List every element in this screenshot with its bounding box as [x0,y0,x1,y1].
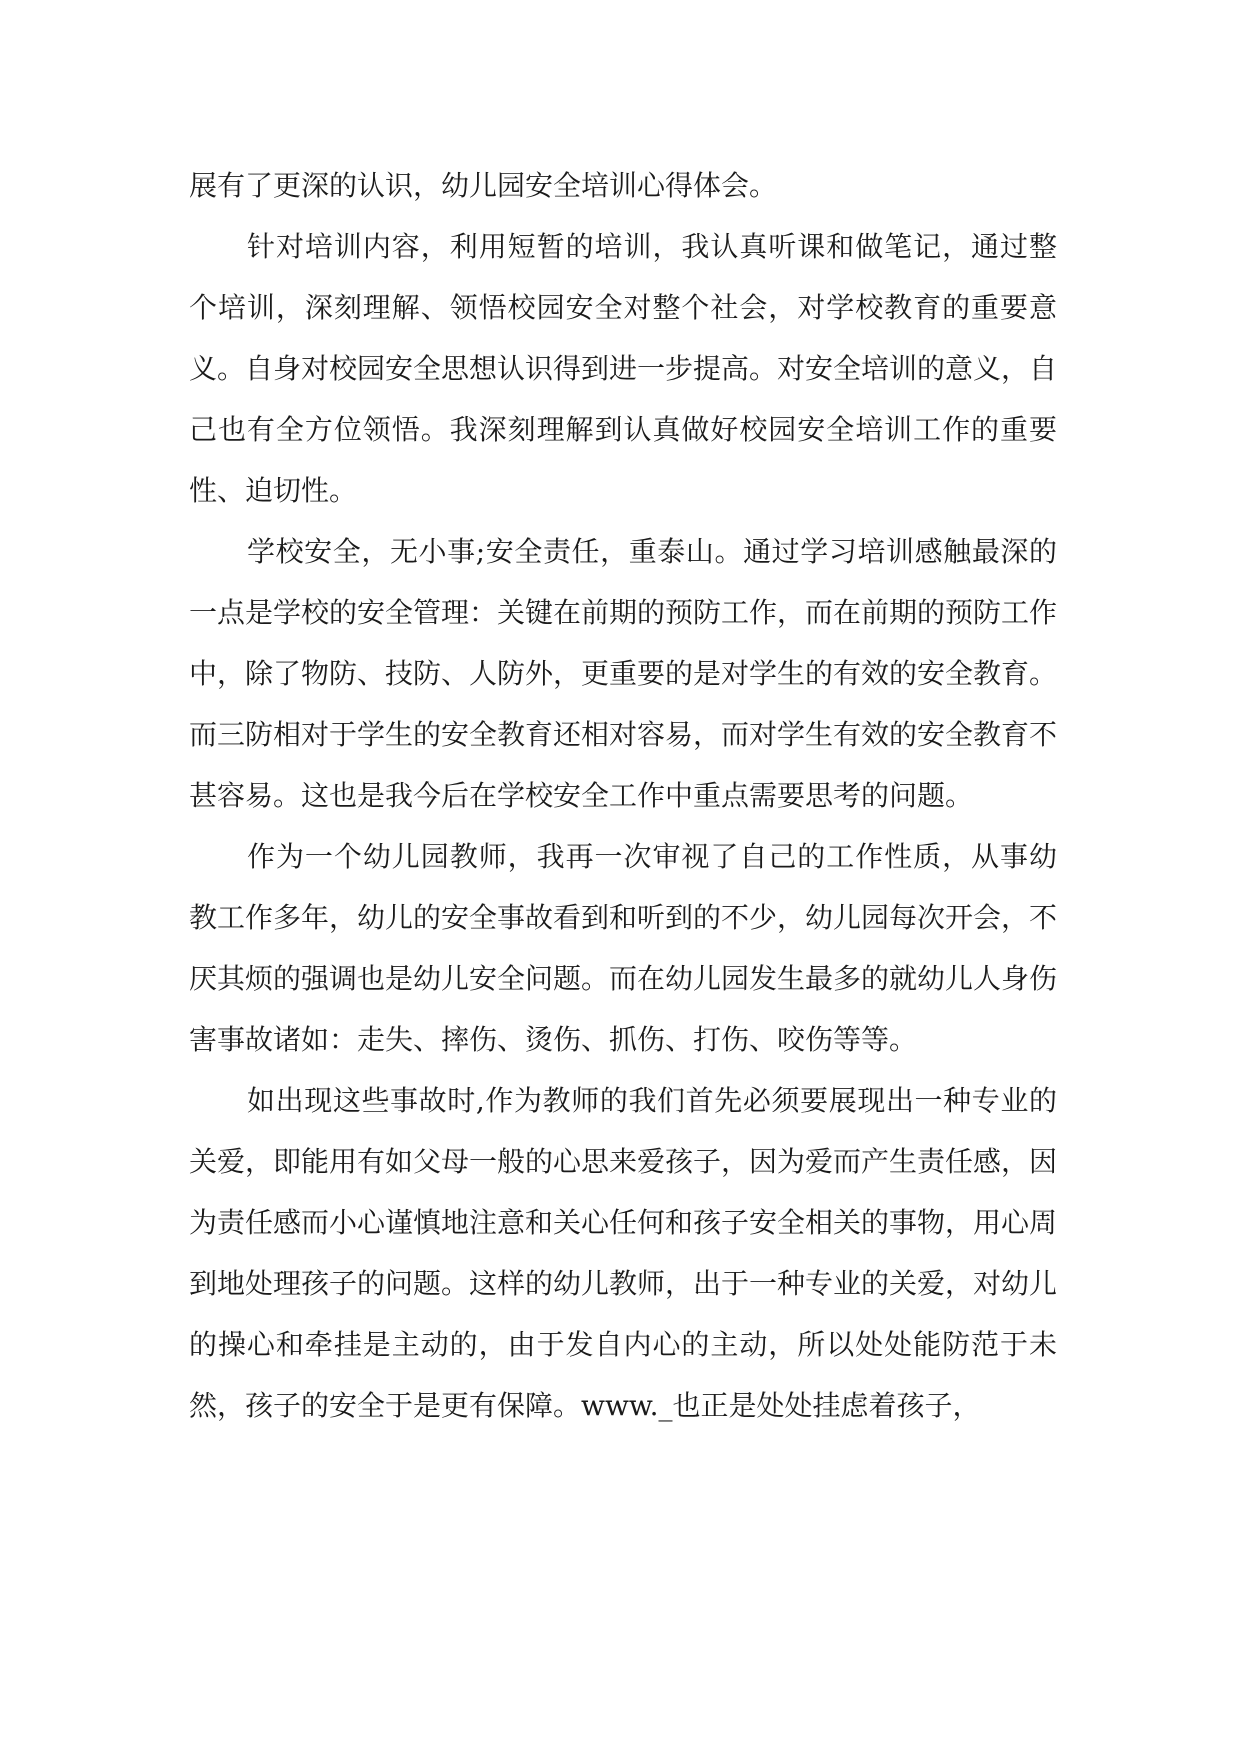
paragraph-professional-care: 如出现这些事故时,作为教师的我们首先必须要展现出一种专业的关爱，即能用有如父母一般的心思来爱孩子，因为爱而产生责任感，因为责任感而小心谨慎地注意和关心任何和孩子安全相关的事物，用心周到地处理孩子的问题。这样的幼儿教师，出于一种专业的关爱，对幼儿的操心和牵挂是主动的，由于发自内心的主动，所以处处能防范于未然，孩子的安全于是更有保障。www._也正是处处挂虑着孩子， [189,1084,1058,1422]
paragraph-school-safety: 学校安全，无小事;安全责任，重泰山。通过学习培训感触最深的一点是学校的安全管理：关键在前期的预防工作，而在前期的预防工作中，除了物防、技防、人防外，更重要的是对学生的有效的安全教育。而三防相对于学生的安全教育还相对容易，而对学生有效的安全教育不甚容易。这也是我今后在学校安全工作中重点需要思考的问题。 [189,535,1058,812]
paragraph-training-content: 针对培训内容，利用短暂的培训，我认真听课和做笔记，通过整个培训，深刻理解、领悟校园安全对整个社会，对学校教育的重要意义。自身对校园安全思想认识得到进一步提高。对安全培训的意义，自己也有全方位领悟。我深刻理解到认真做好校园安全培训工作的重要性、迫切性。 [189,230,1058,507]
paragraph-continuation: 展有了更深的认识，幼儿园安全培训心得体会。 [189,169,778,202]
body-text [189,155,1057,1436]
paragraph-teacher-reflection: 作为一个幼儿园教师，我再一次审视了自己的工作性质，从事幼教工作多年，幼儿的安全事故看到和听到的不少，幼儿园每次开会，不厌其烦的强调也是幼儿安全问题。而在幼儿园发生最多的就幼儿人身伤害事故诸如：走失、摔伤、烫伤、抓伤、打伤、咬伤等等。 [189,840,1058,1056]
